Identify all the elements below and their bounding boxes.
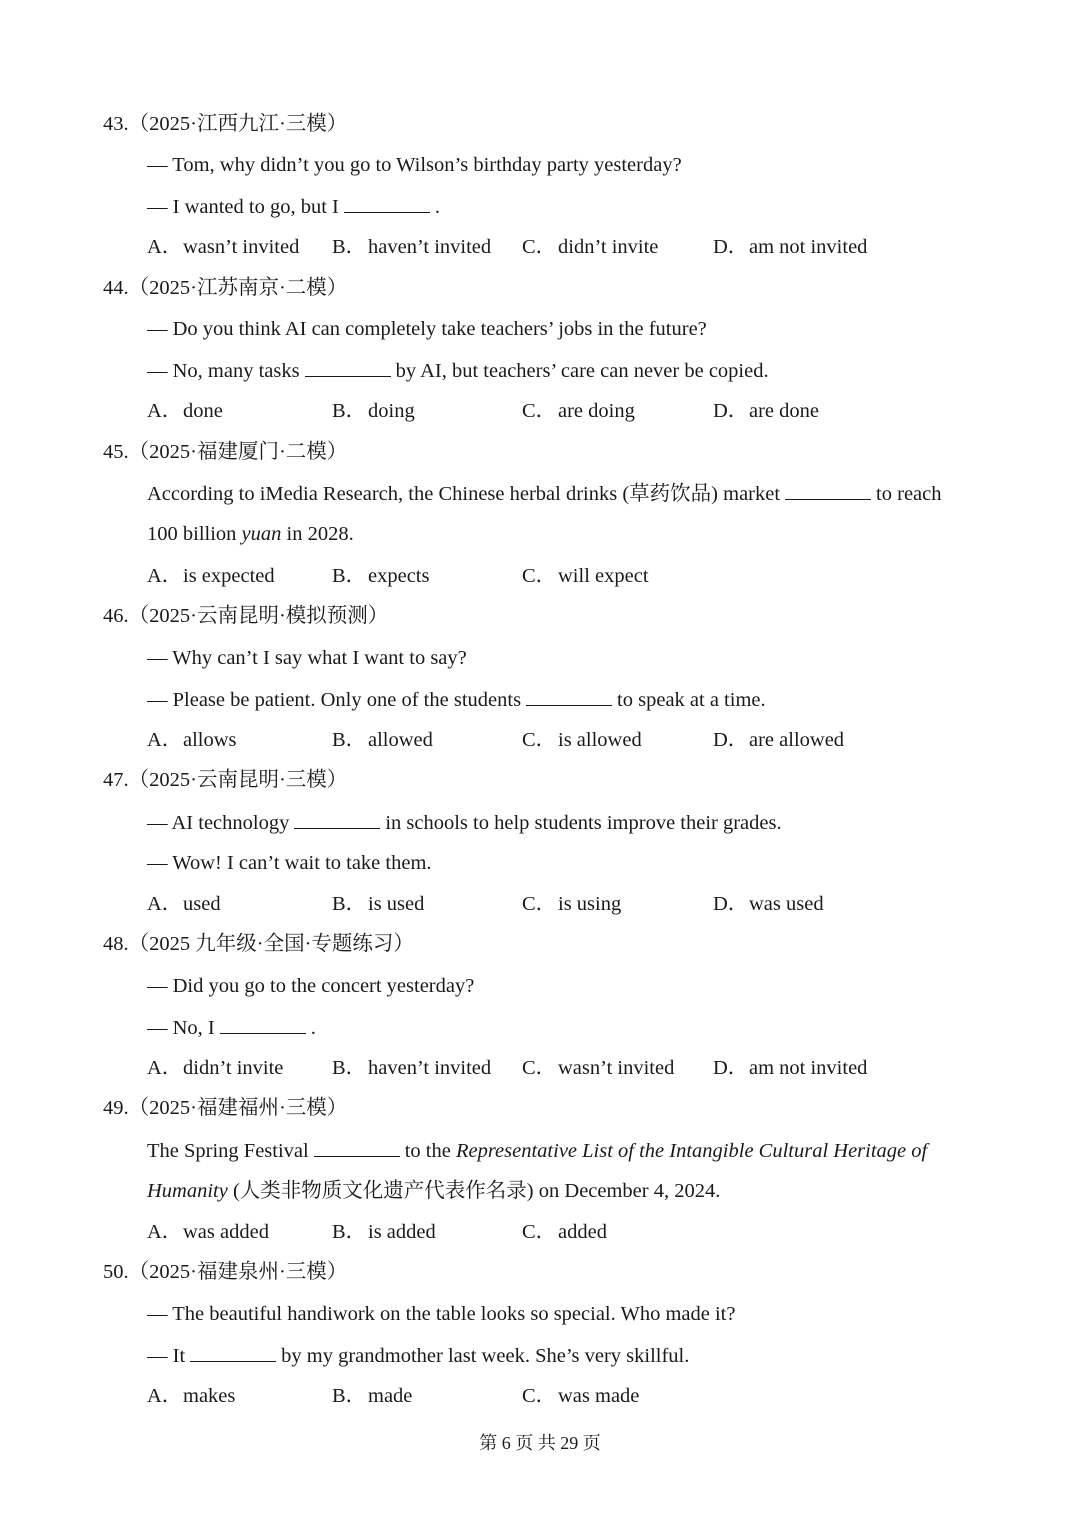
- answer-blank: [294, 810, 380, 829]
- option-c: C．are doing: [522, 400, 635, 422]
- question-43-line-1: [147, 153, 682, 177]
- question-44-header: [103, 276, 347, 300]
- question-number: 49.: [103, 1097, 129, 1119]
- question-43-header: [103, 112, 347, 136]
- option-a: A．allows: [147, 729, 237, 751]
- option-b: B．expects: [332, 565, 430, 587]
- stem-text: 100 billion: [147, 523, 237, 545]
- question-47-line-2: [147, 851, 432, 875]
- question-46-line-1: [147, 646, 467, 670]
- answer-blank: [314, 1138, 400, 1157]
- option-a: A．is expected: [147, 565, 275, 587]
- stem-italic-text: yuan: [241, 523, 282, 545]
- stem-italic-text: Humanity: [147, 1180, 228, 1202]
- dialogue-text: to speak at a time.: [617, 689, 766, 711]
- stem-text: According to iMedia Research, the Chinese herbal drinks (草药饮品) market: [147, 483, 781, 505]
- question-number: 45.: [103, 441, 129, 463]
- option-c: C．is using: [522, 893, 622, 915]
- question-number: 47.: [103, 769, 129, 791]
- answer-blank: [526, 687, 612, 706]
- option-b: B．is used: [332, 893, 425, 915]
- question-number: 50.: [103, 1261, 129, 1283]
- dialogue-text: .: [434, 196, 440, 218]
- option-c: C．wasn’t invited: [522, 1057, 675, 1079]
- question-source: （2025·福建厦门·二模）: [128, 441, 348, 463]
- dialogue-text: — Please be patient. Only one of the students: [147, 689, 522, 711]
- question-48-line-2: [147, 1015, 316, 1040]
- option-b: B．doing: [332, 400, 415, 422]
- stem-text: to reach: [876, 483, 942, 505]
- option-a: A．was added: [147, 1221, 269, 1243]
- question-50-line-1: [147, 1302, 735, 1326]
- dialogue-text: .: [310, 1017, 316, 1039]
- dialogue-text: — Wow! I can’t wait to take them.: [147, 852, 432, 874]
- page-footer: 第 6 页 共 29 页: [479, 1433, 601, 1453]
- question-source: （2025·江苏南京·二模）: [128, 277, 348, 299]
- dialogue-text: — The beautiful handiwork on the table looks so special. Who made it?: [147, 1303, 736, 1325]
- question-number: 43.: [103, 113, 129, 135]
- option-a: A．done: [147, 400, 223, 422]
- option-d: D．am not invited: [713, 236, 868, 258]
- question-source: （2025·云南昆明·三模）: [128, 769, 348, 791]
- dialogue-text: — Why can’t I say what I want to say?: [147, 647, 467, 669]
- option-b: B．made: [332, 1385, 413, 1407]
- dialogue-text: — No, many tasks: [147, 360, 300, 382]
- dialogue-text: — No, I: [147, 1017, 215, 1039]
- option-d: D．am not invited: [713, 1057, 868, 1079]
- dialogue-text: in schools to help students improve their grades.: [385, 812, 782, 834]
- option-d: D．are allowed: [713, 729, 845, 751]
- option-b: B．haven’t invited: [332, 1057, 492, 1079]
- question-number: 48.: [103, 933, 129, 955]
- option-a: A．makes: [147, 1385, 236, 1407]
- answer-blank: [344, 194, 430, 213]
- option-a: A．wasn’t invited: [147, 236, 300, 258]
- question-44-line-1: [147, 317, 707, 341]
- stem-text: The Spring Festival: [147, 1140, 309, 1162]
- option-c: C．didn’t invite: [522, 236, 659, 258]
- dialogue-text: by AI, but teachers’ care can never be copied.: [395, 360, 769, 382]
- question-number: 46.: [103, 605, 129, 627]
- dialogue-text: — AI technology: [147, 812, 290, 834]
- answer-blank: [220, 1015, 306, 1034]
- stem-italic-text: Representative List of the Intangible Cultural Heritage of: [455, 1140, 928, 1162]
- option-c: C．added: [522, 1221, 607, 1243]
- option-b: B．haven’t invited: [332, 236, 492, 258]
- question-45-line-1: [147, 481, 942, 506]
- stem-text: (人类非物质文化遗产代表作名录) on December 4, 2024.: [232, 1180, 721, 1202]
- option-c: C．will expect: [522, 565, 649, 587]
- option-d: D．was used: [713, 893, 824, 915]
- option-a: A．didn’t invite: [147, 1057, 284, 1079]
- option-c: C．was made: [522, 1385, 640, 1407]
- dialogue-text: — Did you go to the concert yesterday?: [147, 975, 475, 997]
- dialogue-text: by my grandmother last week. She’s very skillful.: [281, 1345, 690, 1367]
- answer-blank: [305, 358, 391, 377]
- question-50-header: [103, 1260, 347, 1284]
- answer-blank: [190, 1343, 276, 1362]
- question-source: （2025 九年级·全国·专题练习）: [128, 933, 414, 955]
- question-48-line-1: [147, 974, 474, 998]
- dialogue-text: — Tom, why didn’t you go to Wilson’s birthday party yesterday?: [147, 154, 682, 176]
- question-45-header: [103, 440, 347, 464]
- question-source: （2025·云南昆明·模拟预测）: [128, 605, 389, 627]
- dialogue-text: — I wanted to go, but I: [147, 196, 339, 218]
- question-source: （2025·福建福州·三模）: [128, 1097, 348, 1119]
- option-a: A．used: [147, 893, 221, 915]
- question-49-header: [103, 1096, 347, 1120]
- question-48-header: [103, 932, 414, 956]
- question-source: （2025·福建泉州·三模）: [128, 1261, 348, 1283]
- question-45-line-2: [147, 522, 354, 546]
- option-b: B．is added: [332, 1221, 436, 1243]
- question-49-line-2: [147, 1179, 720, 1203]
- dialogue-text: — Do you think AI can completely take teachers’ jobs in the future?: [147, 318, 707, 340]
- stem-text: in 2028.: [286, 523, 354, 545]
- option-c: C．is allowed: [522, 729, 642, 751]
- question-46-header: [103, 604, 388, 628]
- question-47-line-1: [147, 810, 782, 835]
- question-44-line-2: [147, 358, 769, 383]
- question-number: 44.: [103, 277, 129, 299]
- option-b: B．allowed: [332, 729, 433, 751]
- dialogue-text: — It: [147, 1345, 186, 1367]
- question-49-line-1: [147, 1138, 927, 1163]
- stem-text: to the: [404, 1140, 451, 1162]
- question-46-line-2: [147, 687, 766, 712]
- answer-blank: [785, 481, 871, 500]
- question-43-line-2: [147, 194, 440, 219]
- question-source: （2025·江西九江·三模）: [128, 113, 348, 135]
- question-50-line-2: [147, 1343, 689, 1368]
- option-d: D．are done: [713, 400, 819, 422]
- question-47-header: [103, 768, 347, 792]
